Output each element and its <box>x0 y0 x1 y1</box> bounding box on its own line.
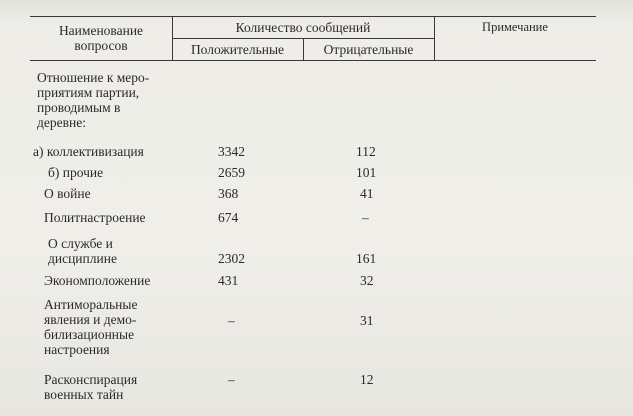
row-label: а) коллективизация <box>33 144 144 159</box>
row-label: О войне <box>44 186 91 201</box>
row-negative-value: 112 <box>356 144 376 159</box>
row-negative-value: 31 <box>360 313 374 328</box>
table-header-bottom-rule <box>30 60 596 61</box>
row-positive-value: 3342 <box>218 144 245 159</box>
header-note: Примечание <box>482 20 548 34</box>
row-label: Антиморальные явления и демо- билизационные настроения <box>44 297 138 357</box>
row-negative-value: 161 <box>356 251 377 266</box>
header-name-of-questions: Наименование вопросов <box>58 23 144 53</box>
row-label: Расконспирация военных тайн <box>44 372 138 402</box>
row-positive-value: 674 <box>218 210 239 225</box>
table-top-rule <box>30 16 596 17</box>
row-label: Отношение к меро- приятиям партии, проводимым в деревне: <box>37 70 150 130</box>
row-positive-value: 2659 <box>218 165 245 180</box>
row-label: б) прочие <box>48 165 104 180</box>
header-message-count: Количество сообщений <box>235 20 371 35</box>
row-label: Экономположение <box>44 273 151 288</box>
row-label: О службе и дисциплине <box>48 236 117 266</box>
row-label: Политнастроение <box>44 210 146 225</box>
row-negative-value: 101 <box>356 165 377 180</box>
row-negative-value: – <box>362 210 369 225</box>
row-positive-value: 368 <box>218 186 239 201</box>
header-negative: Отрицательные <box>323 42 414 57</box>
header-positive: Положительные <box>190 42 285 57</box>
row-positive-value: 2302 <box>218 251 245 266</box>
row-positive-value: – <box>228 313 235 328</box>
row-negative-value: 32 <box>360 273 374 288</box>
row-positive-value: – <box>228 372 235 387</box>
row-negative-value: 41 <box>360 186 374 201</box>
row-negative-value: 12 <box>360 372 374 387</box>
row-positive-value: 431 <box>218 273 239 288</box>
